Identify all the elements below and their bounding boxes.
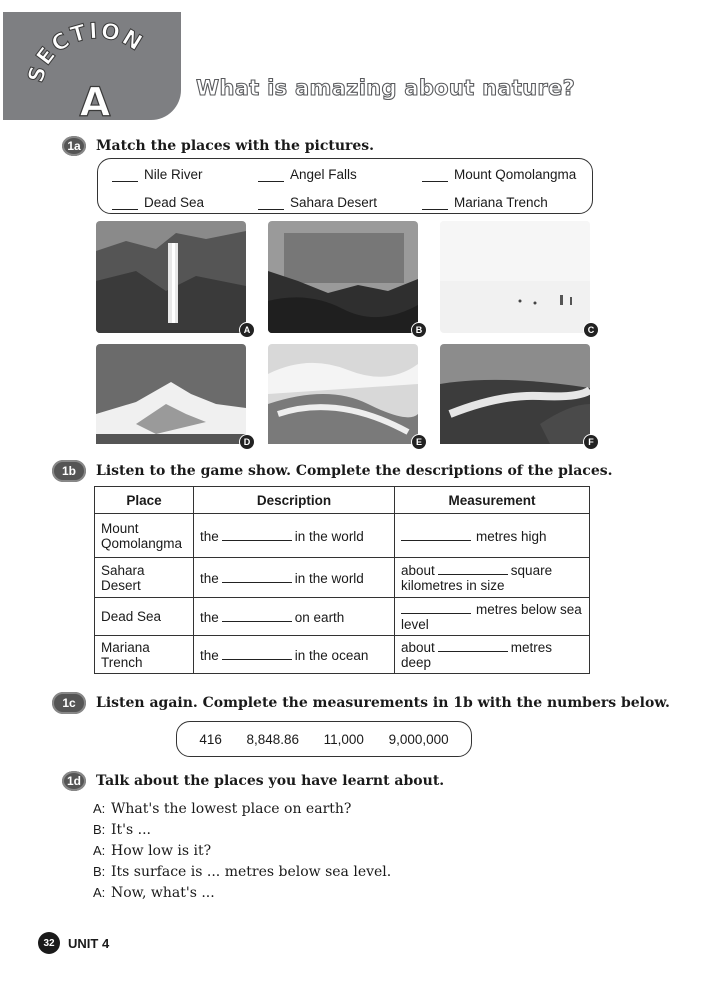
dialogue: [93, 798, 391, 903]
number-option: 416: [199, 731, 222, 747]
task-1b-instruction: Listen to the game show. Complete the descriptions of the places.: [96, 463, 613, 479]
photo-waterfall: [96, 221, 246, 333]
task-1c-heading: [62, 692, 670, 714]
task-1d-badge: 1d: [62, 771, 86, 791]
table-row: [95, 636, 590, 674]
section-letter: A: [79, 80, 111, 120]
answer-blank[interactable]: [258, 167, 284, 182]
dialogue-line: B: Its surface is ... metres below sea level.: [93, 863, 392, 880]
measurement-cell: metres high: [395, 514, 590, 558]
place-cell: Sahara Desert: [95, 558, 194, 598]
task-1d-instruction: Talk about the places you have learnt about.: [96, 773, 445, 789]
number-option: 8,848.86: [246, 731, 300, 747]
answer-blank[interactable]: [222, 570, 292, 583]
answer-blank[interactable]: [222, 528, 292, 541]
table-row: [95, 558, 590, 598]
answer-blank[interactable]: [422, 167, 448, 182]
match-item: Angel Falls: [258, 167, 357, 182]
photo-label: E: [411, 434, 427, 450]
page-number: 32: [38, 932, 60, 954]
task-1a-instruction: Match the places with the pictures.: [96, 138, 375, 154]
match-item: Mariana Trench: [422, 195, 548, 210]
match-item: Dead Sea: [112, 195, 204, 210]
description-cell: the on earth: [194, 598, 395, 636]
photo-label: A: [239, 322, 255, 338]
col-header-description: Description: [194, 487, 395, 514]
numbers-box: [176, 721, 472, 757]
answer-blank[interactable]: [438, 639, 508, 652]
section-badge: [3, 12, 181, 120]
number-option: 9,000,000: [388, 731, 449, 747]
photo-label: C: [583, 322, 599, 338]
places-table: [94, 486, 590, 674]
task-1b-badge: 1b: [52, 460, 86, 482]
number-option: 11,000: [323, 731, 364, 747]
match-options-box: [97, 158, 593, 214]
match-item: Mount Qomolangma: [422, 167, 576, 182]
measurement-cell: metres below sea level: [395, 598, 590, 636]
description-cell: the in the world: [194, 514, 395, 558]
answer-blank[interactable]: [112, 195, 138, 210]
match-item: Nile River: [112, 167, 203, 182]
measurement-cell: about square kilometres in size: [395, 558, 590, 598]
dialogue-line: A: How low is it?: [93, 842, 212, 859]
section-word: SECTION: [23, 18, 148, 86]
task-1a-heading: [62, 136, 374, 156]
place-cell: Mount Qomolangma: [95, 514, 194, 558]
task-1c-instruction: Listen again. Complete the measurements in 1b with the numbers below.: [96, 695, 670, 711]
task-1c-badge: 1c: [52, 692, 86, 714]
place-cell: Dead Sea: [95, 598, 194, 636]
answer-blank[interactable]: [401, 528, 471, 541]
photo-sea: [440, 221, 590, 333]
photo-river-jungle: [268, 221, 418, 333]
svg-text:SECTION: [24, 19, 148, 86]
answer-blank[interactable]: [222, 647, 292, 660]
answer-blank[interactable]: [422, 195, 448, 210]
dialogue-line: A: Now, what's ...: [93, 884, 215, 901]
answer-blank[interactable]: [438, 562, 508, 575]
col-header-measurement: Measurement: [395, 487, 590, 514]
answer-blank[interactable]: [258, 195, 284, 210]
table-row: [95, 598, 590, 636]
match-item: Sahara Desert: [258, 195, 377, 210]
photo-label: F: [583, 434, 599, 450]
place-cell: Mariana Trench: [95, 636, 194, 674]
col-header-place: Place: [95, 487, 194, 514]
description-cell: the in the world: [194, 558, 395, 598]
photo-label: D: [239, 434, 255, 450]
photo-mountain: [96, 344, 246, 456]
answer-blank[interactable]: [222, 609, 292, 622]
task-1d-heading: [62, 771, 444, 791]
page-title: What is amazing about nature?: [196, 76, 576, 100]
photo-long-river: [440, 344, 590, 456]
footer: [38, 932, 109, 954]
task-1a-badge: 1a: [62, 136, 86, 156]
answer-blank[interactable]: [112, 167, 138, 182]
dialogue-line: B: It's ...: [93, 821, 151, 838]
task-1b-heading: [62, 460, 612, 482]
unit-label: UNIT 4: [68, 935, 110, 951]
table-row: [95, 514, 590, 558]
photo-desert: [268, 344, 418, 456]
answer-blank[interactable]: [401, 601, 471, 614]
description-cell: the in the ocean: [194, 636, 395, 674]
photo-label: B: [411, 322, 427, 338]
measurement-cell: about metres deep: [395, 636, 590, 674]
dialogue-line: A: What's the lowest place on earth?: [93, 800, 352, 817]
